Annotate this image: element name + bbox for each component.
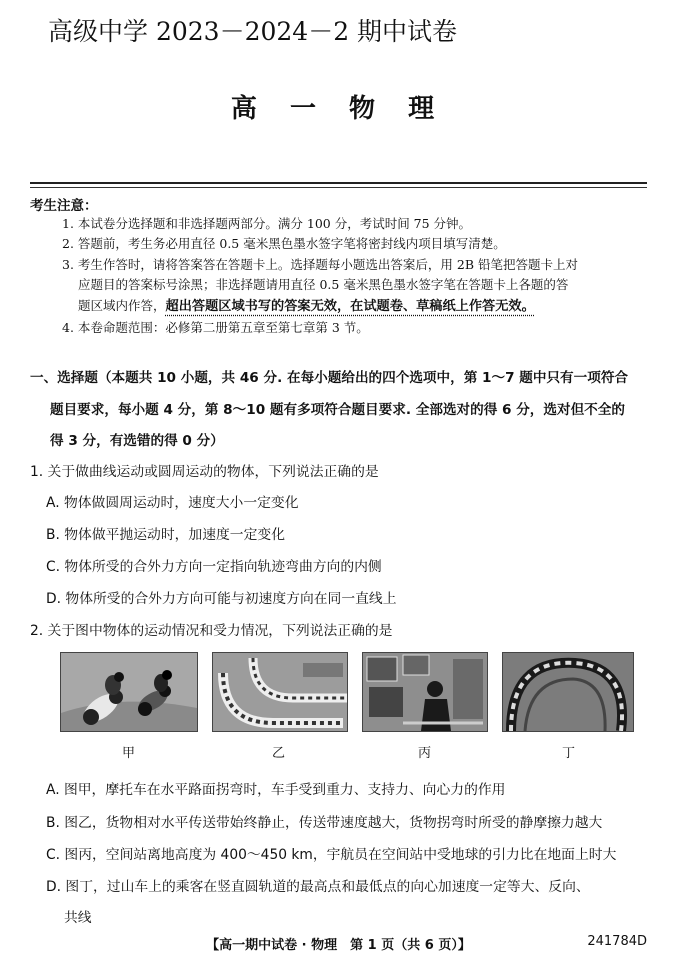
q2-option-c: C. 图丙，空间站离地高度为 400～450 km，宇航员在空间站中受地球的引力比在地面上时大 [46, 847, 617, 863]
q1-stem: 1. 关于做曲线运动或圆周运动的物体，下列说法正确的是 [30, 464, 379, 480]
q1-option-b: B. 物体做平抛运动时，加速度一定变化 [46, 527, 285, 543]
notice-item-3-cont: 应题目的答案标号涂黑；非选择题请用直径 0.5 毫米黑色墨水签字笔在答题卡上各题的答 [78, 277, 569, 292]
header-divider-thin [30, 187, 647, 188]
section-1-line-1: 一、选择题（本题共 10 小题，共 46 分. 在每小题给出的四个选项中，第 1～7 题中只有一项符合 [30, 370, 629, 386]
exam-code: 241784D [587, 934, 647, 949]
q2-option-d: D. 图丁，过山车上的乘客在竖直圆轨道的最高点和最低点的向心加速度一定等大、反向、 [46, 879, 590, 895]
figure-caption-jia: 甲 [122, 746, 136, 761]
q1-option-d: D. 物体所受的合外力方向可能与初速度方向在同一直线上 [46, 591, 397, 607]
figure-caption-yi: 乙 [272, 746, 286, 761]
notice-title: 考生注意： [30, 198, 98, 214]
header-divider-thick [30, 182, 647, 184]
notice-item-4: 4. 本卷命题范围：必修第二册第五章至第七章第 3 节。 [62, 320, 369, 335]
subject-title: 高 一 物 理 [230, 94, 447, 124]
q1-option-c: C. 物体所受的合外力方向一定指向轨迹弯曲方向的内侧 [46, 559, 382, 575]
notice-item-3-end [78, 295, 535, 314]
notice-item-1: 1. 本试卷分选择题和非选择题两部分。满分 100 分，考试时间 75 分钟。 [62, 216, 472, 231]
q2-option-a: A. 图甲，摩托车在水平路面拐弯时，车手受到重力、支持力、向心力的作用 [46, 782, 506, 798]
notice-emphasis: 超出答题区域书写的答案无效，在试题卷、草稿纸上作答无效。 [165, 299, 535, 314]
q1-option-a: A. 物体做圆周运动时，速度大小一定变化 [46, 495, 299, 511]
page-footer: 【高一期中试卷 · 物理 第 1 页（共 6 页）】 [206, 938, 471, 953]
figure-caption-ding: 丁 [562, 746, 576, 761]
figure-yi-conveyor-image [212, 652, 348, 732]
exam-title: 高级中学 2023－2024－2 期中试卷 [48, 17, 458, 46]
figure-caption-bing: 丙 [418, 746, 432, 761]
q2-stem: 2. 关于图中物体的运动情况和受力情况，下列说法正确的是 [30, 623, 393, 639]
notice-item-3-prefix: 题区域内作答， [78, 298, 166, 313]
q2-option-b: B. 图乙，货物相对水平传送带始终静止，传送带速度越大，货物拐弯时所受的静摩擦力越大 [46, 815, 603, 831]
figure-bing-space-station-image [362, 652, 488, 732]
section-1-line-3: 得 3 分，有选错的得 0 分） [50, 433, 224, 449]
figure-ding-roller-coaster-image [502, 652, 634, 732]
section-1-line-2: 题目要求，每小题 4 分，第 8～10 题有多项符合题目要求. 全部选对的得 6 分，选对但不全的 [50, 402, 625, 418]
notice-item-2: 2. 答题前，考生务必用直径 0.5 毫米黑色墨水签字笔将密封线内项目填写清楚。 [62, 236, 506, 251]
notice-item-3: 3. 考生作答时，请将答案答在答题卡上。选择题每小题选出答案后，用 2B 铅笔把答题卡上对 [62, 257, 578, 272]
figure-jia-motorcycle-image [60, 652, 198, 732]
q2-option-d-cont: 共线 [64, 910, 92, 926]
